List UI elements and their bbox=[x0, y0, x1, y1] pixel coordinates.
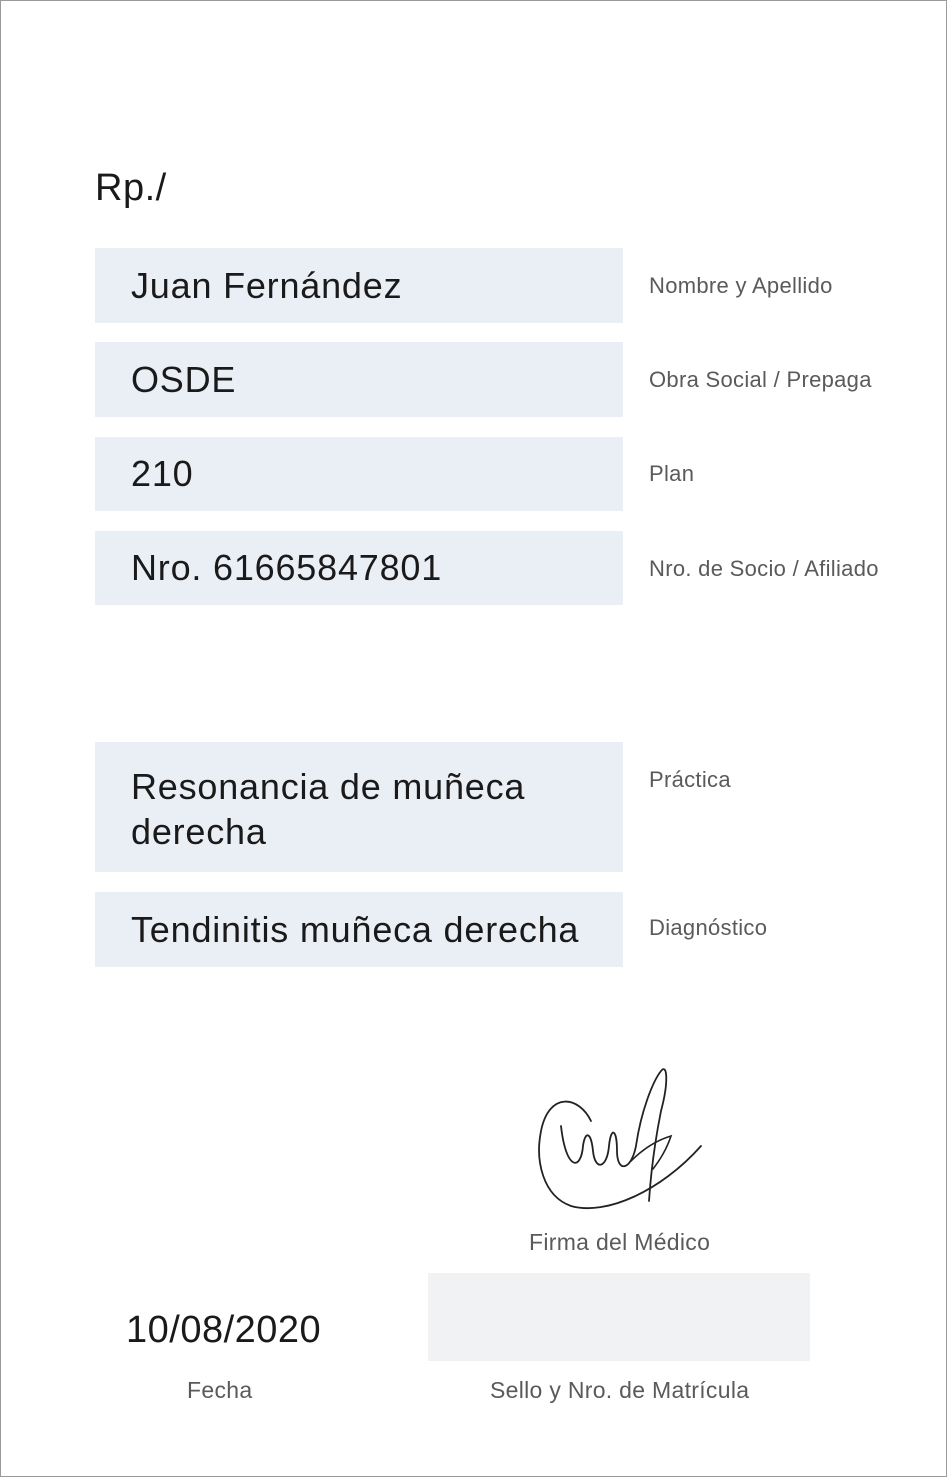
health-insurance-label: Obra Social / Prepaga bbox=[649, 367, 872, 392]
diagnosis-label: Diagnóstico bbox=[649, 915, 768, 940]
diagnosis-field: Tendinitis muñeca derecha bbox=[95, 892, 623, 967]
practice-field: Resonancia de muñeca derecha bbox=[95, 742, 623, 872]
practice-label: Práctica bbox=[649, 767, 731, 792]
rp-heading: Rp./ bbox=[95, 167, 167, 209]
signature-label: Firma del Médico bbox=[529, 1229, 711, 1255]
date-label: Fecha bbox=[187, 1377, 253, 1403]
plan-label: Plan bbox=[649, 461, 695, 486]
plan-field: 210 bbox=[95, 437, 623, 511]
doctor-signature bbox=[521, 1051, 721, 1216]
stamp-area bbox=[428, 1273, 810, 1361]
stamp-label: Sello y Nro. de Matrícula bbox=[490, 1377, 750, 1403]
patient-name-field: Juan Fernández bbox=[95, 248, 623, 323]
date-value: 10/08/2020 bbox=[126, 1309, 322, 1351]
member-number-label: Nro. de Socio / Afiliado bbox=[649, 556, 879, 581]
member-number-field: Nro. 61665847801 bbox=[95, 531, 623, 605]
patient-name-label: Nombre y Apellido bbox=[649, 273, 833, 298]
health-insurance-field: OSDE bbox=[95, 342, 623, 417]
